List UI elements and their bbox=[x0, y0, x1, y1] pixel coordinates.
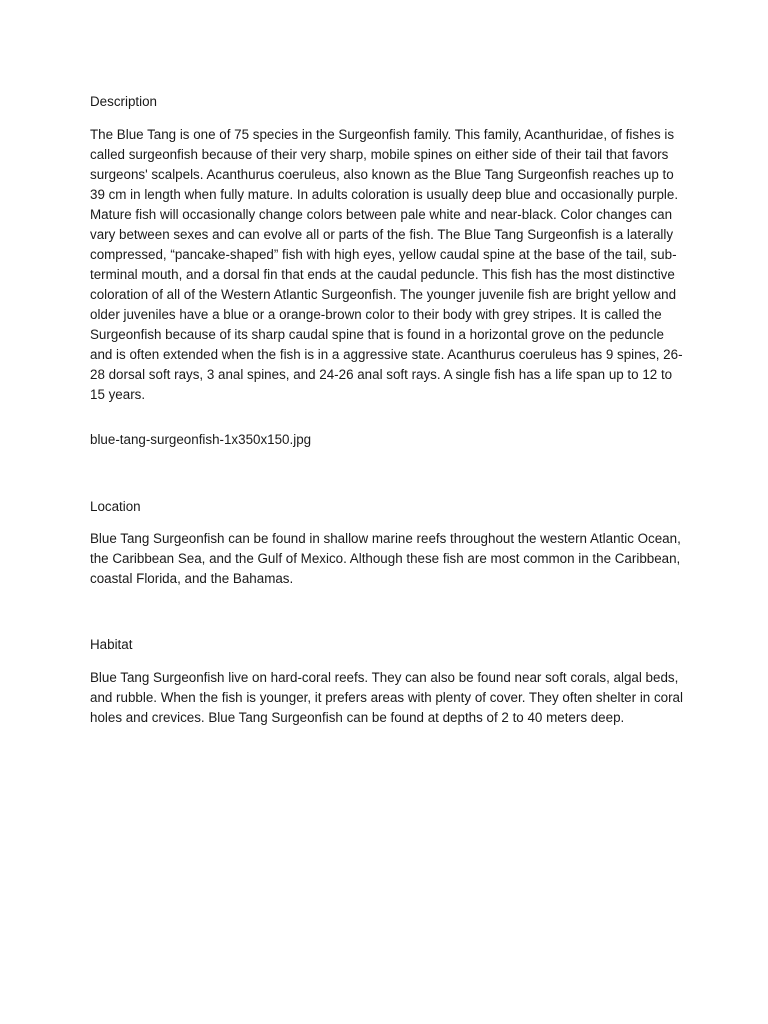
location-paragraph: Blue Tang Surgeonfish can be found in shallow marine reefs throughout the western Atlantic Ocean, the Caribbean Sea, and the Gulf of Mexico. Although these fish are most common in the Caribbean, coastal Florida, and the Bahamas. bbox=[90, 531, 681, 586]
habitat-paragraph: Blue Tang Surgeonfish live on hard-coral reefs. They can also be found near soft corals, algal beds, and rubble. When the fish is younger, it prefers areas with plenty of cover. They often shelter in coral holes and crevices. Blue Tang Surgeonfish can be found at depths of 2 to 40 meters deep. bbox=[90, 670, 683, 725]
image-filename-text: blue-tang-surgeonfish-1x350x150.jpg bbox=[90, 432, 312, 447]
location-heading: Location bbox=[90, 499, 141, 514]
description-paragraph: The Blue Tang is one of 75 species in the Surgeonfish family. This family, Acanthuridae, of fishes is called surgeonfish because of their very sharp, mobile spines on either side of their tail that favors surgeons' scalpels. Acanthurus coeruleus, also known as the Blue Tang Surgeonfish reaches up to 39 cm in length when fully mature. In adults coloration is usually deep blue and occasionally purple. Mature fish will occasionally change colors between pale white and near-black. Color changes can vary between sexes and can evolve all or parts of the fish. The Blue Tang Surgeonfish is a laterally compressed, “pancake-shaped” fish with high eyes, yellow caudal spine at the base of the tail, sub-terminal mouth, and a dorsal fin that ends at the caudal peduncle. This fish has the most distinctive coloration of all of the Western Atlantic Surgeonfish. The younger juvenile fish are bright yellow and older juveniles have a blue or a orange-brown color to their body with grey stripes. It is called the Surgeonfish because of its sharp caudal spine that is found in a horizontal grove on the peduncle and is often extended when the fish is in a aggressive state. Acanthurus coeruleus has 9 spines, 26-28 dorsal soft rays, 3 anal spines, and 24-26 anal soft rays. A single fish has a life span up to 12 to 15 years. bbox=[90, 127, 683, 402]
habitat-heading: Habitat bbox=[90, 637, 133, 652]
description-heading: Description bbox=[90, 94, 157, 109]
